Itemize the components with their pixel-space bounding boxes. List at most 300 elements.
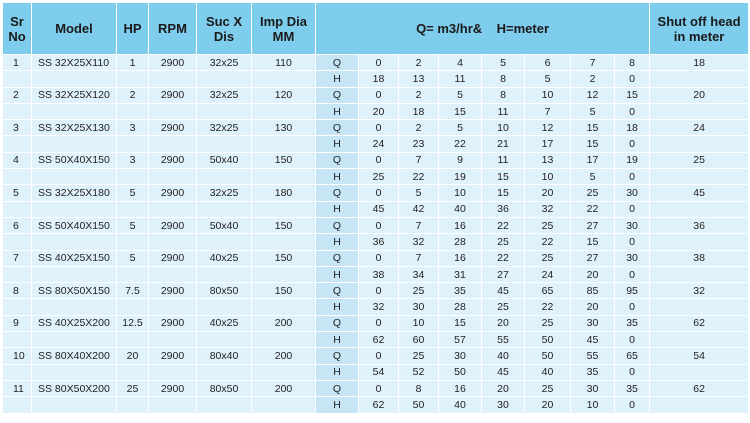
- imp-dia-cell: 180: [252, 185, 316, 201]
- q-label-cell: Q: [316, 283, 359, 299]
- head-value-cell: 62: [359, 397, 399, 413]
- flow-value-cell: 10: [439, 185, 482, 201]
- empty-cell: [3, 136, 32, 152]
- shut-off-cell: 18: [650, 55, 749, 71]
- empty-cell: [117, 103, 149, 119]
- rpm-cell: 2900: [149, 380, 197, 396]
- empty-cell: [3, 397, 32, 413]
- header-hp: HP: [117, 3, 149, 55]
- head-value-cell: 0: [615, 299, 650, 315]
- flow-value-cell: 16: [439, 217, 482, 233]
- empty-cell: [149, 234, 197, 250]
- suc-dis-cell: 32x25: [197, 87, 252, 103]
- flow-value-cell: 0: [359, 315, 399, 331]
- empty-cell: [252, 299, 316, 315]
- flow-value-cell: 35: [439, 283, 482, 299]
- flow-value-cell: 5: [399, 185, 439, 201]
- model-cell: SS 80X40X200: [32, 348, 117, 364]
- imp-dia-cell: 200: [252, 315, 316, 331]
- flow-value-cell: 16: [439, 250, 482, 266]
- head-value-cell: 5: [571, 169, 615, 185]
- h-label-cell: H: [316, 266, 359, 282]
- empty-cell: [149, 201, 197, 217]
- empty-cell: [252, 201, 316, 217]
- flow-value-cell: 27: [571, 250, 615, 266]
- suc-dis-cell: 32x25: [197, 120, 252, 136]
- empty-cell: [252, 71, 316, 87]
- q-label-cell: Q: [316, 348, 359, 364]
- head-value-cell: 13: [399, 71, 439, 87]
- head-value-cell: 15: [482, 169, 525, 185]
- head-value-cell: 21: [482, 136, 525, 152]
- empty-cell: [32, 397, 117, 413]
- suc-dis-cell: 80x50: [197, 283, 252, 299]
- head-value-cell: 10: [525, 169, 571, 185]
- head-value-cell: 0: [615, 397, 650, 413]
- suc-dis-cell: 80x40: [197, 348, 252, 364]
- sr-no-cell: 3: [3, 120, 32, 136]
- head-value-cell: 32: [525, 201, 571, 217]
- sr-no-cell: 9: [3, 315, 32, 331]
- head-value-cell: 28: [439, 299, 482, 315]
- flow-value-cell: 19: [615, 152, 650, 168]
- q-label-cell: Q: [316, 87, 359, 103]
- h-label-cell: H: [316, 332, 359, 348]
- head-value-cell: 0: [615, 234, 650, 250]
- empty-cell: [149, 299, 197, 315]
- flow-value-cell: 65: [615, 348, 650, 364]
- head-value-cell: 15: [439, 103, 482, 119]
- empty-cell: [197, 266, 252, 282]
- flow-value-cell: 30: [615, 185, 650, 201]
- empty-cell: [252, 103, 316, 119]
- head-value-cell: 23: [399, 136, 439, 152]
- rpm-cell: 2900: [149, 217, 197, 233]
- head-value-cell: 25: [482, 234, 525, 250]
- table-row: [3, 87, 749, 103]
- head-value-cell: 30: [482, 397, 525, 413]
- head-value-cell: 36: [359, 234, 399, 250]
- shut-off-cell: 45: [650, 185, 749, 201]
- empty-cell: [252, 364, 316, 380]
- empty-cell: [117, 136, 149, 152]
- flow-value-cell: 25: [525, 315, 571, 331]
- head-value-cell: 60: [399, 332, 439, 348]
- h-label-cell: H: [316, 397, 359, 413]
- head-value-cell: 25: [359, 169, 399, 185]
- head-value-cell: 50: [399, 397, 439, 413]
- hp-cell: 2: [117, 87, 149, 103]
- empty-cell: [32, 266, 117, 282]
- head-value-cell: 5: [525, 71, 571, 87]
- table-row: [3, 55, 749, 71]
- flow-value-cell: 15: [571, 120, 615, 136]
- sr-no-cell: 7: [3, 250, 32, 266]
- empty-cell: [650, 71, 749, 87]
- header-shut-off: Shut off head in meter: [650, 3, 749, 55]
- empty-cell: [650, 266, 749, 282]
- flow-value-cell: 0: [359, 152, 399, 168]
- flow-value-cell: 20: [482, 380, 525, 396]
- head-value-cell: 15: [571, 234, 615, 250]
- head-value-cell: 8: [482, 71, 525, 87]
- table-row: [3, 250, 749, 266]
- empty-cell: [3, 234, 32, 250]
- flow-value-cell: 0: [359, 348, 399, 364]
- head-value-cell: 40: [439, 397, 482, 413]
- header-imp-dia: Imp Dia MM: [252, 3, 316, 55]
- hp-cell: 3: [117, 120, 149, 136]
- empty-cell: [197, 71, 252, 87]
- hp-cell: 25: [117, 380, 149, 396]
- rpm-cell: 2900: [149, 87, 197, 103]
- table-row: [3, 332, 749, 348]
- q-label-cell: Q: [316, 315, 359, 331]
- head-value-cell: 22: [525, 299, 571, 315]
- h-label-cell: H: [316, 71, 359, 87]
- head-value-cell: 55: [482, 332, 525, 348]
- flow-value-cell: 25: [525, 217, 571, 233]
- empty-cell: [117, 332, 149, 348]
- flow-value-cell: 5: [439, 87, 482, 103]
- h-label-cell: H: [316, 299, 359, 315]
- table-row: [3, 397, 749, 413]
- flow-value-cell: 0: [359, 217, 399, 233]
- flow-value-cell: 7: [399, 152, 439, 168]
- empty-cell: [650, 299, 749, 315]
- head-value-cell: 24: [525, 266, 571, 282]
- head-value-cell: 0: [615, 332, 650, 348]
- flow-value-cell: 0: [359, 283, 399, 299]
- head-value-cell: 20: [359, 103, 399, 119]
- empty-cell: [3, 364, 32, 380]
- model-cell: SS 32X25X110: [32, 55, 117, 71]
- head-value-cell: 24: [359, 136, 399, 152]
- head-value-cell: 50: [439, 364, 482, 380]
- imp-dia-cell: 150: [252, 217, 316, 233]
- flow-value-cell: 0: [359, 87, 399, 103]
- flow-value-cell: 15: [482, 185, 525, 201]
- imp-dia-cell: 150: [252, 250, 316, 266]
- flow-value-cell: 17: [571, 152, 615, 168]
- empty-cell: [32, 136, 117, 152]
- empty-cell: [252, 136, 316, 152]
- flow-value-cell: 35: [615, 315, 650, 331]
- empty-cell: [197, 364, 252, 380]
- head-value-cell: 18: [359, 71, 399, 87]
- q-label-cell: Q: [316, 185, 359, 201]
- header-q-h: Q= m3/hr& H=meter: [316, 3, 650, 55]
- hp-cell: 1: [117, 55, 149, 71]
- sr-no-cell: 10: [3, 348, 32, 364]
- rpm-cell: 2900: [149, 185, 197, 201]
- empty-cell: [149, 397, 197, 413]
- sr-no-cell: 11: [3, 380, 32, 396]
- flow-value-cell: 12: [525, 120, 571, 136]
- flow-value-cell: 0: [359, 120, 399, 136]
- empty-cell: [149, 332, 197, 348]
- flow-value-cell: 25: [399, 283, 439, 299]
- head-value-cell: 0: [615, 71, 650, 87]
- flow-value-cell: 25: [399, 348, 439, 364]
- sr-no-cell: 6: [3, 217, 32, 233]
- head-value-cell: 40: [439, 201, 482, 217]
- empty-cell: [149, 266, 197, 282]
- imp-dia-cell: 150: [252, 152, 316, 168]
- flow-value-cell: 10: [482, 120, 525, 136]
- flow-value-cell: 5: [482, 55, 525, 71]
- sr-no-cell: 5: [3, 185, 32, 201]
- rpm-cell: 2900: [149, 152, 197, 168]
- flow-value-cell: 95: [615, 283, 650, 299]
- flow-value-cell: 7: [571, 55, 615, 71]
- model-cell: SS 80X50X200: [32, 380, 117, 396]
- flow-value-cell: 30: [439, 348, 482, 364]
- head-value-cell: 50: [525, 332, 571, 348]
- rpm-cell: 2900: [149, 315, 197, 331]
- head-value-cell: 45: [571, 332, 615, 348]
- flow-value-cell: 5: [439, 120, 482, 136]
- empty-cell: [197, 169, 252, 185]
- empty-cell: [32, 332, 117, 348]
- flow-value-cell: 7: [399, 217, 439, 233]
- suc-dis-cell: 32x25: [197, 55, 252, 71]
- empty-cell: [197, 201, 252, 217]
- table-row: [3, 380, 749, 396]
- table-body: [3, 55, 749, 414]
- empty-cell: [149, 71, 197, 87]
- imp-dia-cell: 150: [252, 283, 316, 299]
- empty-cell: [3, 201, 32, 217]
- head-value-cell: 32: [399, 234, 439, 250]
- h-label-cell: H: [316, 169, 359, 185]
- empty-cell: [3, 299, 32, 315]
- table-row: [3, 364, 749, 380]
- flow-value-cell: 2: [399, 55, 439, 71]
- empty-cell: [252, 169, 316, 185]
- flow-value-cell: 30: [615, 217, 650, 233]
- flow-value-cell: 25: [525, 250, 571, 266]
- flow-value-cell: 0: [359, 380, 399, 396]
- empty-cell: [650, 397, 749, 413]
- head-value-cell: 0: [615, 266, 650, 282]
- model-cell: SS 50X40X150: [32, 152, 117, 168]
- hp-cell: 5: [117, 217, 149, 233]
- flow-value-cell: 2: [399, 87, 439, 103]
- empty-cell: [117, 71, 149, 87]
- empty-cell: [117, 234, 149, 250]
- head-value-cell: 20: [571, 266, 615, 282]
- empty-cell: [252, 332, 316, 348]
- table-row: [3, 266, 749, 282]
- sr-no-cell: 1: [3, 55, 32, 71]
- flow-value-cell: 11: [482, 152, 525, 168]
- imp-dia-cell: 200: [252, 380, 316, 396]
- flow-value-cell: 30: [571, 380, 615, 396]
- flow-value-cell: 27: [571, 217, 615, 233]
- h-label-cell: H: [316, 103, 359, 119]
- shut-off-cell: 62: [650, 380, 749, 396]
- rpm-cell: 2900: [149, 283, 197, 299]
- head-value-cell: 0: [615, 169, 650, 185]
- empty-cell: [3, 169, 32, 185]
- flow-value-cell: 10: [399, 315, 439, 331]
- flow-value-cell: 35: [615, 380, 650, 396]
- model-cell: SS 32X25X120: [32, 87, 117, 103]
- suc-dis-cell: 80x50: [197, 380, 252, 396]
- flow-value-cell: 65: [525, 283, 571, 299]
- head-value-cell: 0: [615, 136, 650, 152]
- flow-value-cell: 16: [439, 380, 482, 396]
- flow-value-cell: 22: [482, 217, 525, 233]
- empty-cell: [650, 364, 749, 380]
- table-row: [3, 103, 749, 119]
- head-value-cell: 62: [359, 332, 399, 348]
- empty-cell: [149, 136, 197, 152]
- model-cell: SS 80X50X150: [32, 283, 117, 299]
- empty-cell: [117, 397, 149, 413]
- rpm-cell: 2900: [149, 55, 197, 71]
- h-label-cell: H: [316, 364, 359, 380]
- table-row: [3, 152, 749, 168]
- table-row: [3, 120, 749, 136]
- flow-value-cell: 12: [571, 87, 615, 103]
- shut-off-cell: 20: [650, 87, 749, 103]
- shut-off-cell: 38: [650, 250, 749, 266]
- head-value-cell: 0: [615, 364, 650, 380]
- imp-dia-cell: 130: [252, 120, 316, 136]
- head-value-cell: 38: [359, 266, 399, 282]
- empty-cell: [32, 71, 117, 87]
- table-row: [3, 217, 749, 233]
- head-value-cell: 11: [482, 103, 525, 119]
- q-label-cell: Q: [316, 120, 359, 136]
- shut-off-cell: 32: [650, 283, 749, 299]
- head-value-cell: 34: [399, 266, 439, 282]
- q-label-cell: Q: [316, 250, 359, 266]
- empty-cell: [32, 201, 117, 217]
- rpm-cell: 2900: [149, 120, 197, 136]
- rpm-cell: 2900: [149, 250, 197, 266]
- model-cell: SS 32X25X130: [32, 120, 117, 136]
- flow-value-cell: 20: [525, 185, 571, 201]
- flow-value-cell: 8: [399, 380, 439, 396]
- empty-cell: [32, 299, 117, 315]
- head-value-cell: 22: [525, 234, 571, 250]
- flow-value-cell: 30: [615, 250, 650, 266]
- flow-value-cell: 85: [571, 283, 615, 299]
- flow-value-cell: 13: [525, 152, 571, 168]
- head-value-cell: 17: [525, 136, 571, 152]
- flow-value-cell: 55: [571, 348, 615, 364]
- flow-value-cell: 22: [482, 250, 525, 266]
- empty-cell: [117, 169, 149, 185]
- head-value-cell: 18: [399, 103, 439, 119]
- head-value-cell: 30: [399, 299, 439, 315]
- head-value-cell: 22: [439, 136, 482, 152]
- head-value-cell: 2: [571, 71, 615, 87]
- empty-cell: [117, 266, 149, 282]
- empty-cell: [32, 103, 117, 119]
- flow-value-cell: 8: [615, 55, 650, 71]
- empty-cell: [32, 234, 117, 250]
- empty-cell: [650, 201, 749, 217]
- empty-cell: [32, 364, 117, 380]
- head-value-cell: 27: [482, 266, 525, 282]
- empty-cell: [197, 299, 252, 315]
- q-label-cell: Q: [316, 152, 359, 168]
- empty-cell: [3, 71, 32, 87]
- flow-value-cell: 25: [525, 380, 571, 396]
- imp-dia-cell: 110: [252, 55, 316, 71]
- suc-dis-cell: 32x25: [197, 185, 252, 201]
- flow-value-cell: 30: [571, 315, 615, 331]
- empty-cell: [3, 332, 32, 348]
- pump-spec-table: [2, 2, 749, 414]
- empty-cell: [3, 103, 32, 119]
- head-value-cell: 0: [615, 201, 650, 217]
- empty-cell: [197, 234, 252, 250]
- empty-cell: [117, 299, 149, 315]
- head-value-cell: 19: [439, 169, 482, 185]
- flow-value-cell: 40: [482, 348, 525, 364]
- flow-value-cell: 20: [482, 315, 525, 331]
- flow-value-cell: 15: [615, 87, 650, 103]
- head-value-cell: 7: [525, 103, 571, 119]
- head-value-cell: 25: [482, 299, 525, 315]
- head-value-cell: 11: [439, 71, 482, 87]
- header-model: Model: [32, 3, 117, 55]
- table-row: [3, 136, 749, 152]
- empty-cell: [650, 103, 749, 119]
- empty-cell: [252, 397, 316, 413]
- q-label-cell: Q: [316, 380, 359, 396]
- head-value-cell: 10: [571, 397, 615, 413]
- empty-cell: [117, 201, 149, 217]
- table-row: [3, 234, 749, 250]
- flow-value-cell: 50: [525, 348, 571, 364]
- head-value-cell: 45: [482, 364, 525, 380]
- empty-cell: [149, 103, 197, 119]
- shut-off-cell: 24: [650, 120, 749, 136]
- flow-value-cell: 7: [399, 250, 439, 266]
- h-label-cell: H: [316, 201, 359, 217]
- table-row: [3, 315, 749, 331]
- flow-value-cell: 8: [482, 87, 525, 103]
- flow-value-cell: 25: [571, 185, 615, 201]
- hp-cell: 20: [117, 348, 149, 364]
- head-value-cell: 42: [399, 201, 439, 217]
- empty-cell: [32, 169, 117, 185]
- head-value-cell: 22: [399, 169, 439, 185]
- suc-dis-cell: 50x40: [197, 217, 252, 233]
- header-suc-dis: Suc X Dis: [197, 3, 252, 55]
- sr-no-cell: 2: [3, 87, 32, 103]
- model-cell: SS 50X40X150: [32, 217, 117, 233]
- shut-off-cell: 25: [650, 152, 749, 168]
- model-cell: SS 32X25X180: [32, 185, 117, 201]
- head-value-cell: 40: [525, 364, 571, 380]
- suc-dis-cell: 50x40: [197, 152, 252, 168]
- head-value-cell: 20: [571, 299, 615, 315]
- empty-cell: [650, 169, 749, 185]
- head-value-cell: 52: [399, 364, 439, 380]
- hp-cell: 5: [117, 185, 149, 201]
- flow-value-cell: 4: [439, 55, 482, 71]
- table-row: [3, 169, 749, 185]
- head-value-cell: 54: [359, 364, 399, 380]
- flow-value-cell: 45: [482, 283, 525, 299]
